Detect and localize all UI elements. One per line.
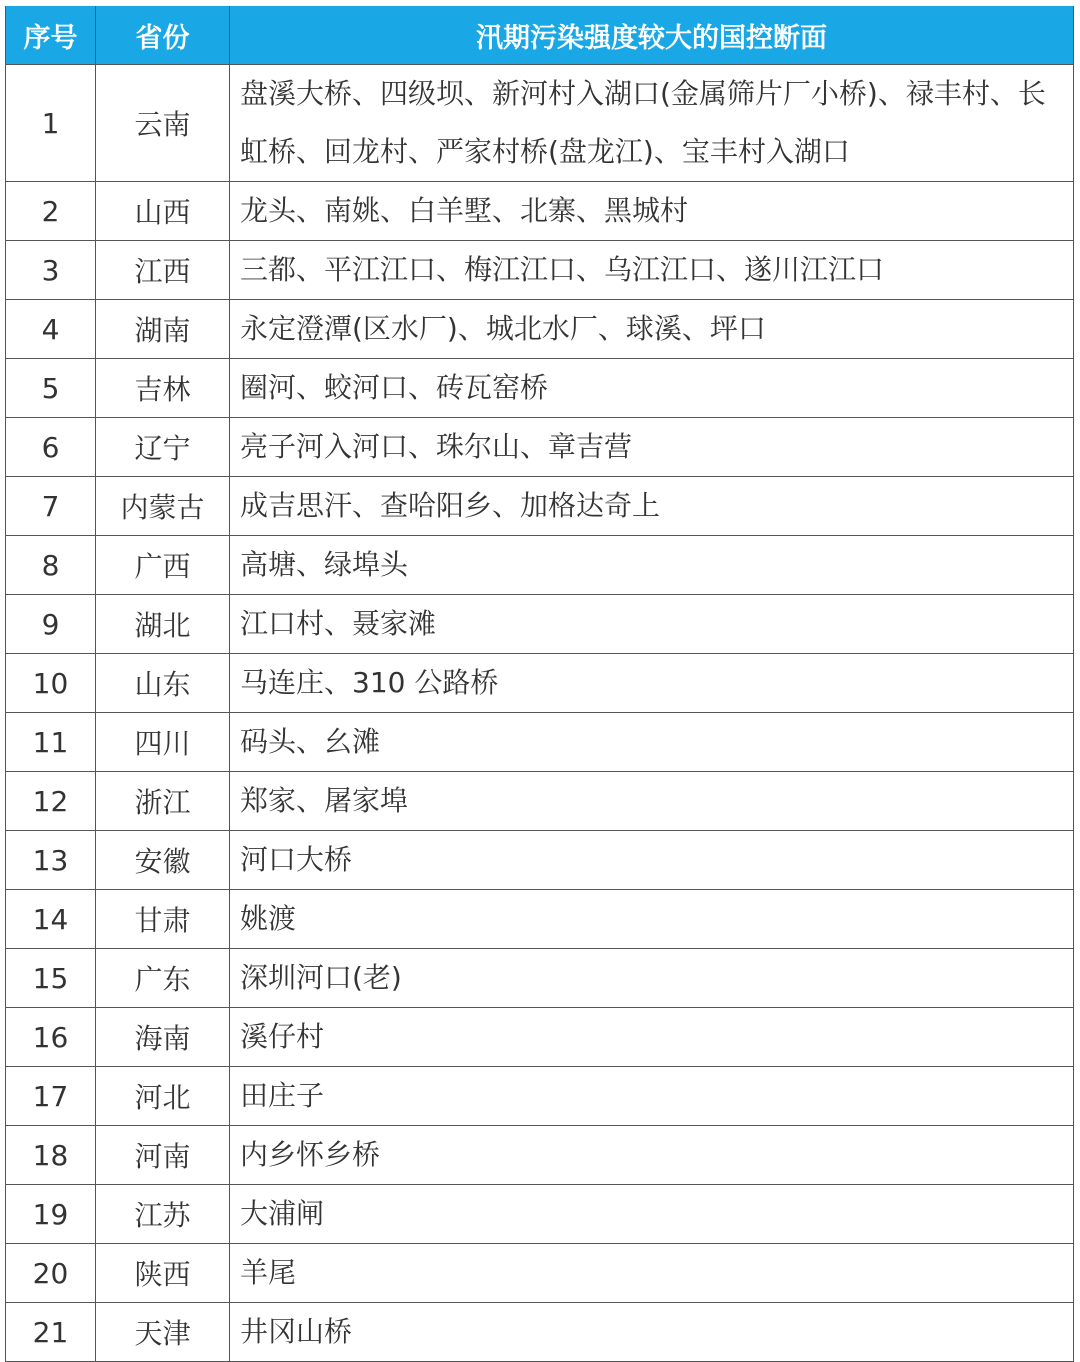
table-row — [6, 1126, 1074, 1185]
row-province: 广东 — [96, 949, 230, 1008]
row-index: 10 — [6, 654, 96, 713]
row-sections: 圈河、蛟河口、砖瓦窑桥 — [230, 359, 1074, 418]
row-sections: 井冈山桥 — [230, 1303, 1074, 1362]
table-row — [6, 595, 1074, 654]
row-sections: 溪仔村 — [230, 1008, 1074, 1067]
table-row — [6, 831, 1074, 890]
row-province: 安徽 — [96, 831, 230, 890]
row-index: 21 — [6, 1303, 96, 1362]
row-index: 11 — [6, 713, 96, 772]
table-row — [6, 418, 1074, 477]
row-province: 山东 — [96, 654, 230, 713]
row-sections: 高塘、绿埠头 — [230, 536, 1074, 595]
header-index: 序号 — [6, 6, 96, 65]
row-index: 17 — [6, 1067, 96, 1126]
row-index: 3 — [6, 241, 96, 300]
row-index: 18 — [6, 1126, 96, 1185]
table-row — [6, 772, 1074, 831]
header-province: 省份 — [96, 6, 230, 65]
row-province: 江苏 — [96, 1185, 230, 1244]
row-sections: 内乡怀乡桥 — [230, 1126, 1074, 1185]
row-province: 天津 — [96, 1303, 230, 1362]
row-index: 9 — [6, 595, 96, 654]
row-sections: 亮子河入河口、珠尔山、章吉营 — [230, 418, 1074, 477]
header-sections: 汛期污染强度较大的国控断面 — [230, 6, 1074, 65]
row-index: 20 — [6, 1244, 96, 1303]
row-province: 湖北 — [96, 595, 230, 654]
row-sections: 龙头、南姚、白羊墅、北寨、黑城村 — [230, 182, 1074, 241]
row-index: 13 — [6, 831, 96, 890]
row-index: 2 — [6, 182, 96, 241]
row-province: 山西 — [96, 182, 230, 241]
row-index: 6 — [6, 418, 96, 477]
table-row — [6, 654, 1074, 713]
row-sections: 江口村、聂家滩 — [230, 595, 1074, 654]
row-sections: 郑家、屠家埠 — [230, 772, 1074, 831]
table-row — [6, 182, 1074, 241]
table-row — [6, 477, 1074, 536]
table-row — [6, 1303, 1074, 1362]
table-row — [6, 65, 1074, 182]
table-row — [6, 300, 1074, 359]
table-row — [6, 536, 1074, 595]
row-sections: 姚渡 — [230, 890, 1074, 949]
table-row — [6, 241, 1074, 300]
row-sections: 盘溪大桥、四级坝、新河村入湖口(金属筛片厂小桥)、禄丰村、长虹桥、回龙村、严家村桥(盘龙江)、宝丰村入湖口 — [230, 65, 1074, 182]
row-province: 河南 — [96, 1126, 230, 1185]
row-index: 16 — [6, 1008, 96, 1067]
row-province: 河北 — [96, 1067, 230, 1126]
row-province: 辽宁 — [96, 418, 230, 477]
row-sections: 码头、幺滩 — [230, 713, 1074, 772]
row-index: 7 — [6, 477, 96, 536]
row-sections: 田庄子 — [230, 1067, 1074, 1126]
table-body — [6, 65, 1074, 1362]
row-province: 四川 — [96, 713, 230, 772]
table-row — [6, 1067, 1074, 1126]
row-index: 14 — [6, 890, 96, 949]
row-province: 广西 — [96, 536, 230, 595]
row-sections: 河口大桥 — [230, 831, 1074, 890]
row-sections: 马连庄、310 公路桥 — [230, 654, 1074, 713]
row-province: 内蒙古 — [96, 477, 230, 536]
row-province: 甘肃 — [96, 890, 230, 949]
row-sections: 成吉思汗、查哈阳乡、加格达奇上 — [230, 477, 1074, 536]
row-province: 海南 — [96, 1008, 230, 1067]
row-sections: 永定澄潭(区水厂)、城北水厂、球溪、坪口 — [230, 300, 1074, 359]
row-province: 湖南 — [96, 300, 230, 359]
row-province: 云南 — [96, 65, 230, 182]
table-header-row — [6, 6, 1074, 65]
row-province: 吉林 — [96, 359, 230, 418]
row-province: 浙江 — [96, 772, 230, 831]
row-index: 4 — [6, 300, 96, 359]
row-index: 12 — [6, 772, 96, 831]
row-index: 5 — [6, 359, 96, 418]
row-sections: 深圳河口(老) — [230, 949, 1074, 1008]
row-sections: 羊尾 — [230, 1244, 1074, 1303]
table-row — [6, 1008, 1074, 1067]
table-row — [6, 1244, 1074, 1303]
row-sections: 三都、平江江口、梅江江口、乌江江口、遂川江江口 — [230, 241, 1074, 300]
table-row — [6, 359, 1074, 418]
row-province: 陕西 — [96, 1244, 230, 1303]
table-row — [6, 890, 1074, 949]
row-index: 8 — [6, 536, 96, 595]
table-row — [6, 1185, 1074, 1244]
row-province: 江西 — [96, 241, 230, 300]
pollution-sections-table — [5, 6, 1074, 1362]
row-index: 19 — [6, 1185, 96, 1244]
table-row — [6, 949, 1074, 1008]
row-sections: 大浦闸 — [230, 1185, 1074, 1244]
row-index: 15 — [6, 949, 96, 1008]
table-row — [6, 713, 1074, 772]
row-index: 1 — [6, 65, 96, 182]
